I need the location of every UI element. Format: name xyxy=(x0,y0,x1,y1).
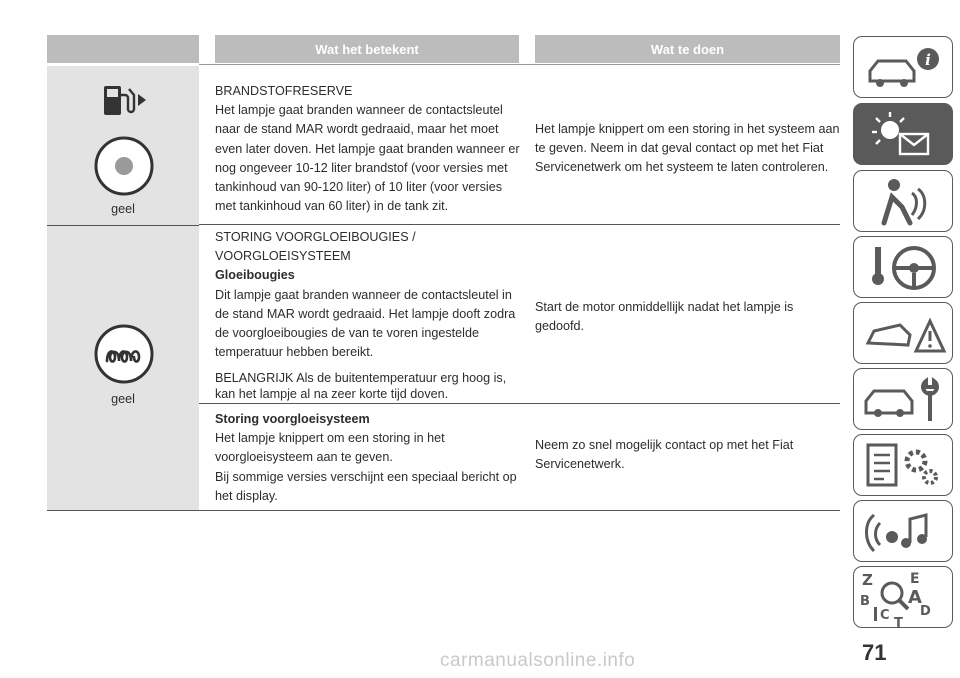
note-line: BELANGRIJK Als de buitentemperatuur erg hoog is, xyxy=(215,371,507,386)
text-line: Neem zo snel mogelijk contact op met het Fiat xyxy=(535,438,794,452)
row1-meaning xyxy=(215,82,525,216)
text-line: het display. xyxy=(215,488,278,503)
amber-indicator-icon xyxy=(93,135,155,197)
car-info-icon xyxy=(854,37,954,99)
meaning-subtitle: Storing voorgloeisysteem xyxy=(215,412,370,426)
index-letter: E xyxy=(910,571,920,587)
chapter-tab-emergency[interactable] xyxy=(853,302,953,364)
header-action: Wat te doen xyxy=(535,35,840,63)
row1-action xyxy=(535,120,845,178)
text-line: temperatuur hebben bereikt. xyxy=(215,345,374,360)
text-line: gedoofd. xyxy=(535,319,585,334)
text-line: nog ongeveer 10-12 liter brandstof (voor versies met xyxy=(215,160,508,175)
text-line: Start de motor onmiddellijk nadat het lampje is xyxy=(535,300,794,314)
text-line: te geven. Neem in dat geval contact op met het Fiat xyxy=(535,141,824,156)
divider xyxy=(199,224,840,225)
key-steering-wheel-icon xyxy=(854,237,954,299)
text-line: Het lampje knippert om een storing in het xyxy=(215,431,445,446)
text-line: naar de stand MAR wordt gedraaid, maar het moet xyxy=(215,122,499,137)
color-label: geel xyxy=(111,392,135,406)
multimedia-music-icon xyxy=(854,501,954,563)
index-letter: B xyxy=(860,594,870,609)
chapter-tab-maintenance[interactable] xyxy=(853,368,953,430)
divider xyxy=(47,510,840,511)
svg-text:i: i xyxy=(925,51,931,69)
seat-airbag-icon xyxy=(854,171,954,233)
glow-plug-icon xyxy=(93,323,155,385)
car-wrench-icon xyxy=(854,369,954,431)
car-crash-warning-icon xyxy=(854,303,954,365)
spec-list-gear-icon xyxy=(854,435,954,497)
warning-light-message-icon xyxy=(854,104,954,166)
text-line: voorgloeisysteem aan te geven. xyxy=(215,450,393,465)
divider xyxy=(199,403,840,404)
text-line: de voorgloeibougies de van te voren ingestelde xyxy=(215,326,479,341)
text-line: Het lampje knippert om een storing in het systeem aan xyxy=(535,122,840,136)
index-letter: T xyxy=(894,616,903,629)
chapter-tab-starting-driving[interactable] xyxy=(853,236,953,298)
text-line: tankinhoud van 90-120 liter) of 10 liter (voor versies xyxy=(215,180,503,195)
watermark: carmanualsonline.info xyxy=(440,650,636,671)
row2-action xyxy=(535,298,845,336)
row3-action xyxy=(535,436,845,474)
note-line: kan het lampje al na zeer korte tijd doven. xyxy=(215,387,449,402)
index-letter: C xyxy=(880,608,890,623)
index-letter: D xyxy=(920,604,931,619)
chapter-tab-technical-data[interactable] xyxy=(853,434,953,496)
text-line: Servicenetwerk. xyxy=(535,457,625,472)
header-meaning: Wat het betekent xyxy=(215,35,519,63)
alphabetical-index-icon xyxy=(854,567,954,629)
text-line: even later doven. Het lampje gaat branden wanneer er xyxy=(215,141,520,156)
page-number: 71 xyxy=(862,640,887,665)
text-line: de stand MAR wordt gedraaid. Het lampje dooft zodra xyxy=(215,306,516,321)
header-icon-column xyxy=(47,35,199,63)
fuel-pump-icon xyxy=(102,83,148,117)
chapter-tab-index[interactable] xyxy=(853,566,953,628)
divider xyxy=(199,64,840,65)
text-line: Het lampje gaat branden wanneer de contactsleutel xyxy=(215,103,503,118)
meaning-subtitle: Gloeibougies xyxy=(215,268,295,283)
meaning-title: STORING VOORGLOEIBOUGIES / xyxy=(215,230,416,244)
index-letter: A xyxy=(908,587,922,608)
row3-meaning xyxy=(215,410,525,506)
meaning-title: BRANDSTOFRESERVE xyxy=(215,84,353,98)
chapter-tab-safety[interactable] xyxy=(853,170,953,232)
meaning-title: VOORGLOEISYSTEEM xyxy=(215,249,351,264)
chapter-tab-car-info[interactable] xyxy=(853,36,953,98)
chapter-tab-multimedia[interactable] xyxy=(853,500,953,562)
index-letter: Z xyxy=(862,571,873,589)
chapter-tab-warning-lights[interactable] xyxy=(853,103,953,165)
text-line: met tankinhoud van 60 liter) in de tank zit. xyxy=(215,199,449,214)
color-label: geel xyxy=(111,202,135,216)
text-line: Dit lampje gaat branden wanneer de contactsleutel in xyxy=(215,287,512,302)
text-line: Bij sommige versies verschijnt een speciaal bericht op xyxy=(215,469,517,484)
text-line: Servicenetwerk om het systeem te laten controleren. xyxy=(535,160,829,175)
row2-meaning xyxy=(215,228,525,402)
